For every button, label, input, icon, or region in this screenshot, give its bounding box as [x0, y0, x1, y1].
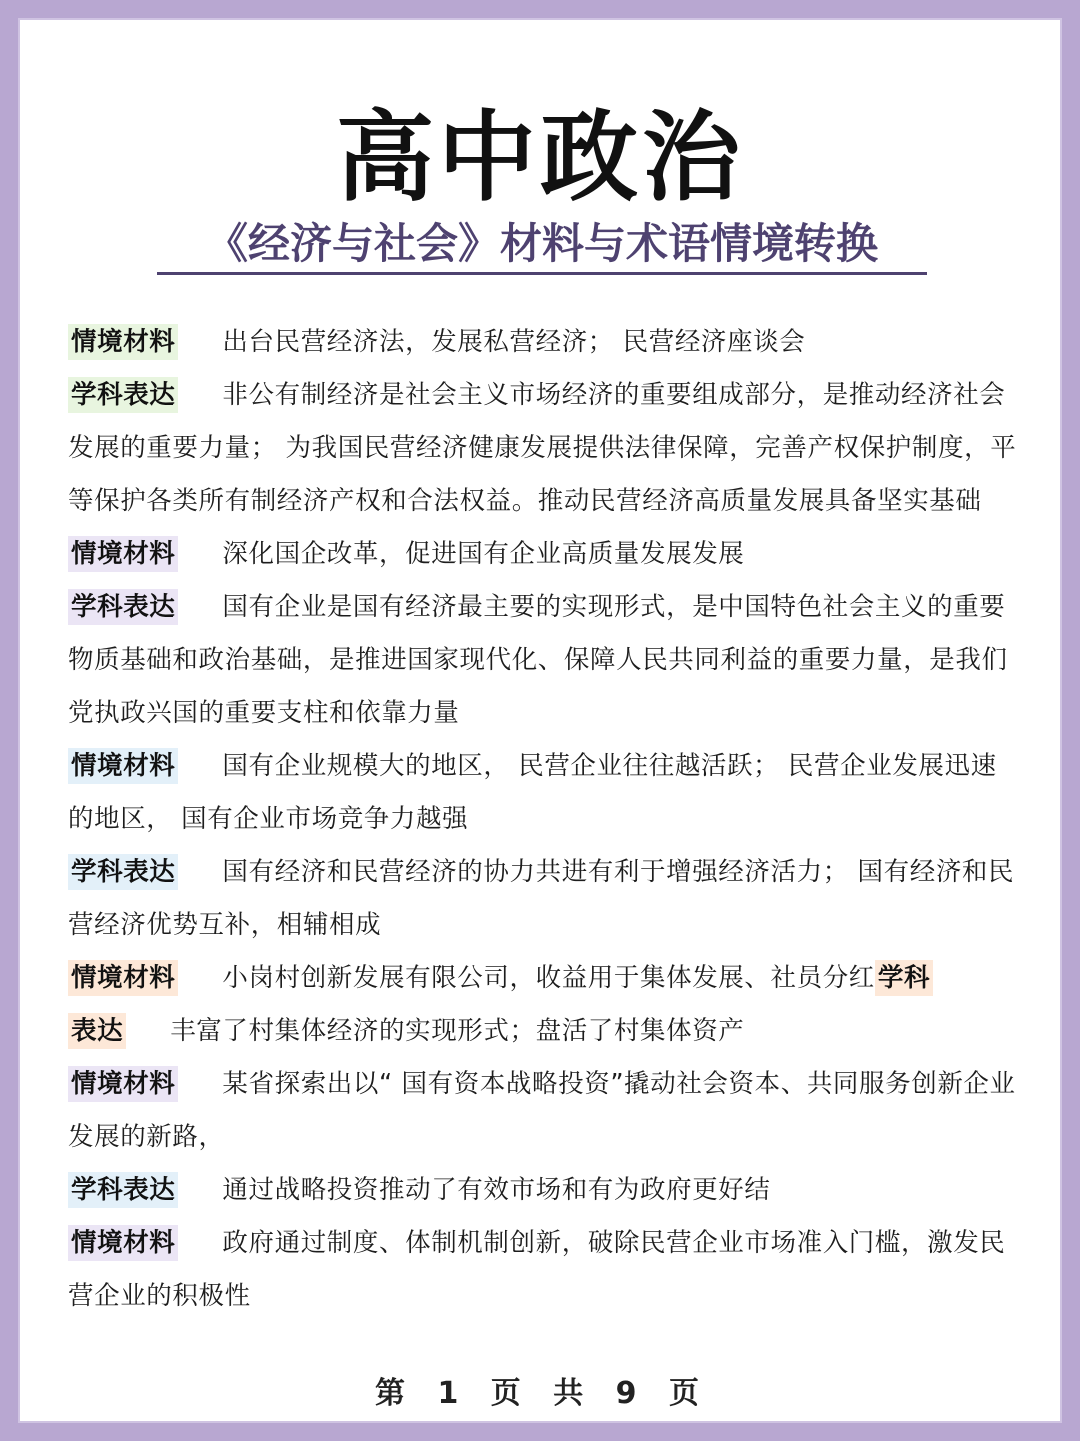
- tag-expression: 学科表达: [68, 589, 178, 625]
- tag-expression: 学科表达: [68, 377, 178, 413]
- item-text: 某省探索出以“ 国有资本战略投资”撬动社会资本、共同服务创新企业发展的新路，: [68, 1069, 1016, 1152]
- page-number: 第 1 页 共 9 页: [375, 1376, 705, 1411]
- tag-expression-part-b: 表达: [68, 1013, 126, 1049]
- item-text: 丰富了村集体经济的实现形式；盘活了村集体资产: [170, 1016, 745, 1046]
- item-text: 政府通过制度、体制机制创新，破除民营企业市场准入门槛，激发民营企业的积极性: [68, 1228, 1006, 1311]
- tag-expression: 学科表达: [68, 1172, 178, 1208]
- tag-material: 情境材料: [68, 1225, 178, 1261]
- item-text: 出台民营经济法，发展私营经济； 民营经济座谈会: [222, 327, 806, 357]
- tag-material: 情境材料: [68, 1066, 178, 1102]
- item-text: 国有企业是国有经济最主要的实现形式，是中国特色社会主义的重要物质基础和政治基础，是推进国家现代化、保障人民共同利益的重要力量，是我们党执政兴国的重要支柱和依靠力量: [68, 592, 1008, 728]
- list-item: [68, 952, 1018, 1058]
- list-item: [68, 1217, 1018, 1323]
- item-text: 小岗村创新发展有限公司，收益用于集体发展、社员分红: [222, 963, 875, 993]
- content: [68, 316, 1018, 1323]
- list-item: [68, 740, 1018, 846]
- list-item: [68, 369, 1018, 528]
- item-text: 非公有制经济是社会主义市场经济的重要组成部分，是推动经济社会发展的重要力量； 为我国民营经济健康发展提供法律保障，完善产权保护制度，平等保护各类所有制经济产权和合法权益。推动民营经济高质量发展具备坚实基础: [68, 380, 1017, 516]
- page-subtitle: 《经济与社会》材料与术语情境转换: [157, 216, 927, 275]
- tag-material: 情境材料: [68, 960, 178, 996]
- item-text: 国有经济和民营经济的协力共进有利于增强经济活力； 国有经济和民营经济优势互补，相辅相成: [68, 857, 1015, 940]
- item-text: 深化国企改革，促进国有企业高质量发展发展: [222, 539, 745, 569]
- item-text: 国有企业规模大的地区， 民营企业往往越活跃； 民营企业发展迅速的地区， 国有企业市场竞争力越强: [68, 751, 997, 834]
- list-item: [68, 1164, 1018, 1217]
- tag-material: 情境材料: [68, 324, 178, 360]
- list-item: [68, 528, 1018, 581]
- page-title: 高中政治: [335, 101, 744, 215]
- list-item: [68, 1058, 1018, 1164]
- tag-expression: 学科表达: [68, 854, 178, 890]
- item-text: 通过战略投资推动了有效市场和有为政府更好结: [222, 1175, 771, 1205]
- tag-expression-part-a: 学科: [875, 960, 933, 996]
- list-item: [68, 846, 1018, 952]
- tag-material: 情境材料: [68, 536, 178, 572]
- list-item: [68, 316, 1018, 369]
- tag-material: 情境材料: [68, 748, 178, 784]
- list-item: [68, 581, 1018, 740]
- page: [18, 18, 1062, 1423]
